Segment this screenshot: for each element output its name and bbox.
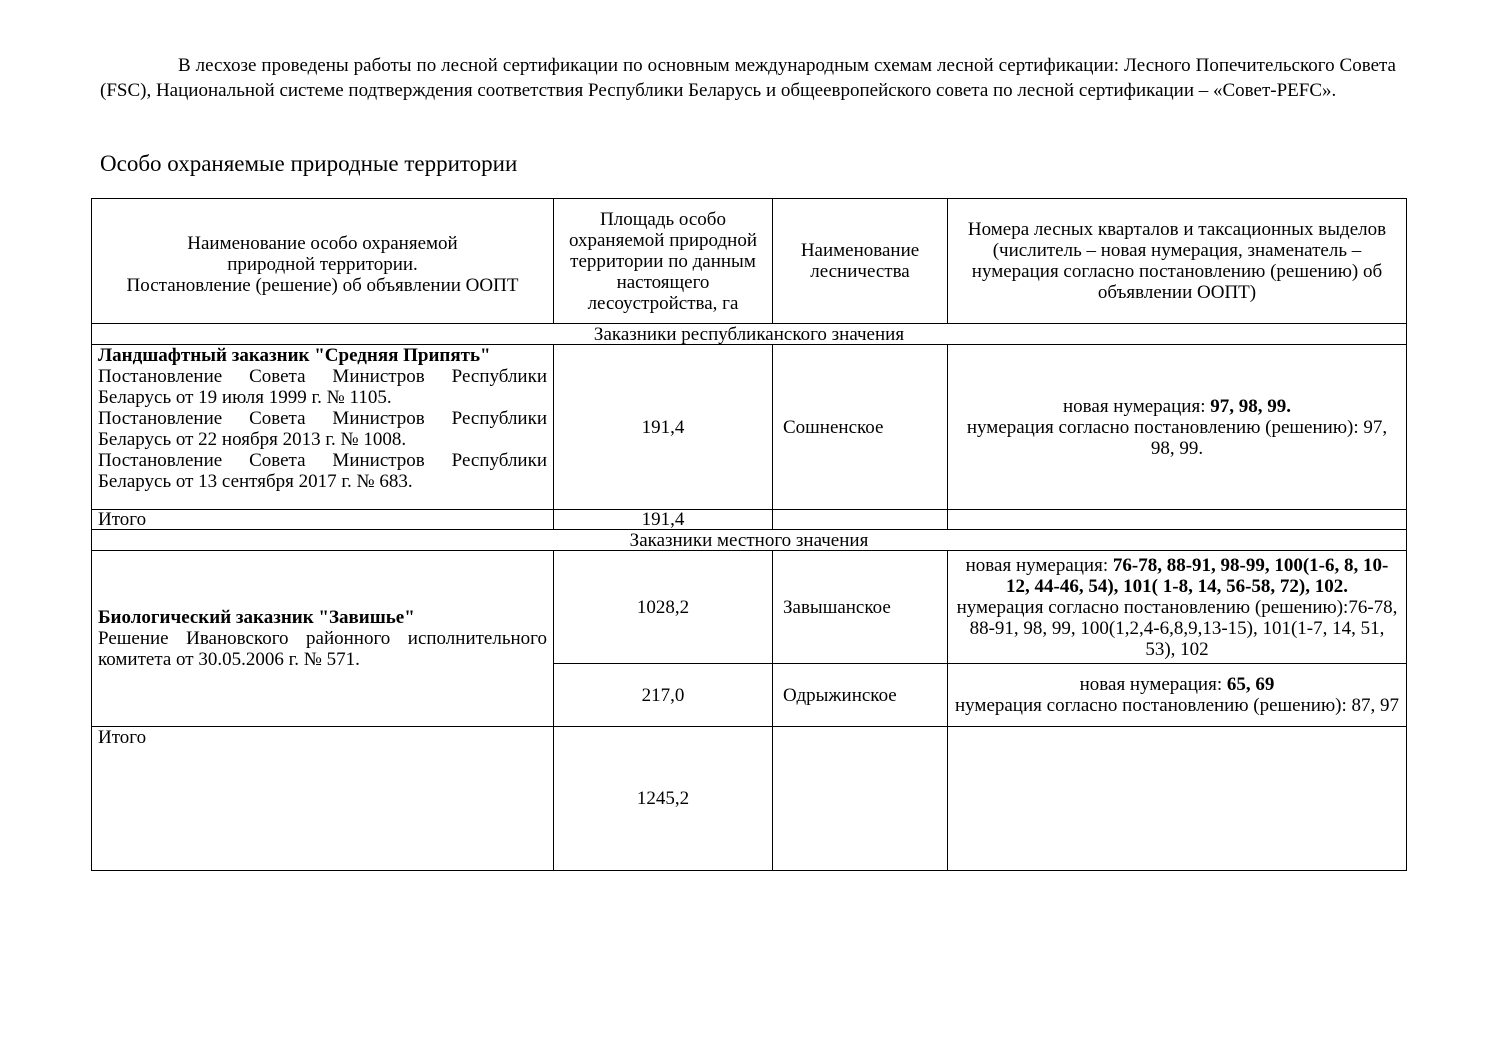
empty-cell xyxy=(948,727,1407,871)
total-row xyxy=(92,510,1407,530)
reserve-name: Биологический заказник "Завишье" xyxy=(98,607,415,628)
header-forestry: Наименование лесничества xyxy=(773,199,948,324)
intro-paragraph: В лесхозе проведены работы по лесной сертификации по основным международным схемам лесной сертификации: Лесного Попечительского Совета (FSC), Национальной системе подтверждения соответствия Республики Беларусь и общеевропейского совета по лесной сертификации – «Совет-PEFC». xyxy=(100,55,1396,101)
header-name: Наименование особо охраняемой природной территории. Постановление (решение) об объявлении ООПТ xyxy=(92,199,554,324)
area-cell: 217,0 xyxy=(554,664,773,727)
quarters-cell: новая нумерация: 76-78, 88-91, 98-99, 100(1-6, 8, 10-12, 44-46, 54), 101( 1-8, 14, 56-58, 72), 102. нумерация согласно постановлению (решению):76-78, 88-91, 98, 99, 100(1,2,4-6,8,9,13-15), 101(1-7, 14, 51, 53), 102 xyxy=(948,551,1407,664)
area-cell: 191,4 xyxy=(554,345,773,510)
decree-text: Постановление Совета Министров Республики Беларусь от 13 сентября 2017 г. № 683. xyxy=(98,450,547,492)
empty-cell xyxy=(773,727,948,871)
old-numbering-text: нумерация согласно постановлению (решению):76-78, 88-91, 98, 99, 100(1,2,4-6,8,9,13-15), 101(1-7, 14, 51, 53), 102 xyxy=(956,596,1398,660)
quarters-cell: новая нумерация: 65, 69 нумерация согласно постановлению (решению): 87, 97 xyxy=(948,664,1407,727)
old-numbering-text: нумерация согласно постановлению (решению): 87, 97 xyxy=(955,695,1399,716)
forestry-cell: Завышанское xyxy=(773,551,948,664)
total-area: 191,4 xyxy=(554,510,773,530)
quarters-cell: новая нумерация: 97, 98, 99. нумерация согласно постановлению (решению): 97, 98, 99. xyxy=(948,345,1407,510)
old-numbering-text: нумерация согласно постановлению (решению): 97, 98, 99. xyxy=(966,416,1388,459)
section-title: Особо охраняемые природные территории xyxy=(100,151,518,176)
forestry-cell: Одрыжинское xyxy=(773,664,948,727)
table-header-row xyxy=(92,199,1407,324)
decree-text: Постановление Совета Министров Республики Беларусь от 22 ноября 2013 г. № 1008. xyxy=(98,408,547,450)
decree-text: Постановление Совета Министров Республики Беларусь от 19 июля 1999 г. № 1105. xyxy=(98,366,547,408)
area-cell: 1028,2 xyxy=(554,551,773,664)
table-row xyxy=(92,345,1407,510)
new-numbering-values: 65, 69 xyxy=(1226,674,1275,695)
table-row xyxy=(92,551,1407,664)
group-local-row xyxy=(92,530,1407,551)
empty-cell xyxy=(773,510,948,530)
total-label: Итого xyxy=(92,510,554,530)
total-row xyxy=(92,727,1407,871)
total-area: 1245,2 xyxy=(554,727,773,871)
reserve-cell xyxy=(92,345,554,510)
reserve-name: Ландшафтный заказник "Средняя Припять" xyxy=(98,345,491,366)
new-numbering-values: 97, 98, 99. xyxy=(1210,395,1291,417)
group-title: Заказники республиканского значения xyxy=(92,324,1407,345)
new-numbering-values: 76-78, 88-91, 98-99, 100(1-6, 8, 10-12, 44-46, 54), 101( 1-8, 14, 56-58, 72), 102. xyxy=(1006,554,1389,597)
total-label: Итого xyxy=(92,727,554,871)
header-quarters: Номера лесных кварталов и таксационных выделов (числитель – новая нумерация, знаменатель – нумерация согласно постановлению (решению) об объявлении ООПТ) xyxy=(948,199,1407,324)
decision-text: Решение Ивановского районного исполнительного комитета от 30.05.2006 г. № 571. xyxy=(98,628,547,670)
header-area: Площадь особо охраняемой природной территории по данным настоящего лесоустройства, га xyxy=(554,199,773,324)
protected-areas-table xyxy=(91,198,1407,871)
reserve-cell xyxy=(92,551,554,727)
empty-cell xyxy=(948,510,1407,530)
forestry-cell: Сошненское xyxy=(773,345,948,510)
group-title: Заказники местного значения xyxy=(92,530,1407,551)
group-republican-row xyxy=(92,324,1407,345)
